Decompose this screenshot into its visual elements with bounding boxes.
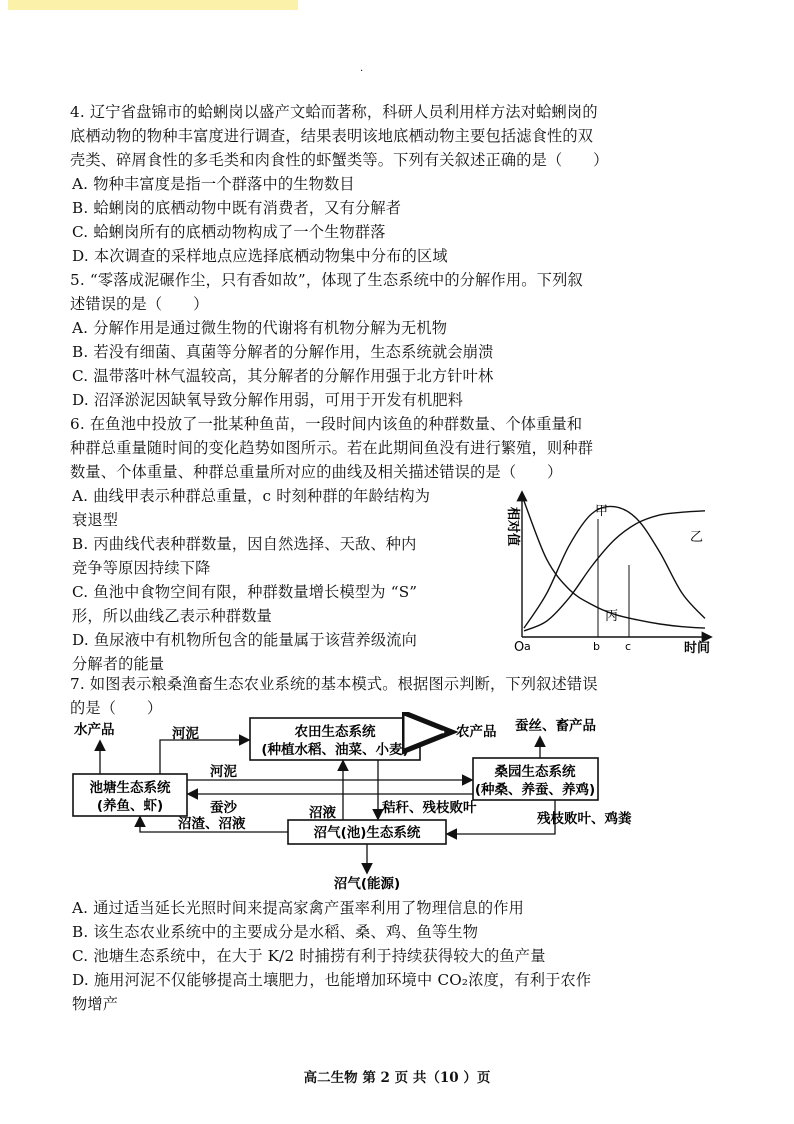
q7-option-b: B. 该生态农业系统中的主要成分是水稻、桑、鸡、鱼等生物 xyxy=(72,923,479,941)
q4-option-c: C. 蛤蜊岗所有的底栖动物构成了一个生物群落 xyxy=(72,223,386,241)
q5-option-b: B. 若没有细菌、真菌等分解者的分解作用，生态系统就会崩溃 xyxy=(72,343,494,361)
mud-label-1: 河泥 xyxy=(172,726,199,742)
q6-option-b-line1: B. 丙曲线代表种群数量，因自然选择、天敌、种内 xyxy=(72,535,417,553)
x-axis-label: 时间 xyxy=(684,641,711,656)
q7-option-c: C. 池塘生态系统中，在大于 K/2 时捕捞有利于持续获得较大的鱼产量 xyxy=(72,947,546,965)
q6-stem-line3: 数量、个体重量、种群总重量所对应的曲线及相关描述错误的是（ ） xyxy=(70,463,563,481)
farm-box-subtitle: (种植水稻、油菜、小麦) xyxy=(261,742,409,758)
tick-label-c: c xyxy=(625,640,632,653)
silk-products-label: 蚕丝、畜产品 xyxy=(515,718,596,734)
biogas-energy-label: 沼气(能源) xyxy=(333,876,401,892)
farm-box-title: 农田生态系统 xyxy=(294,724,376,740)
pond-box-subtitle: (养鱼、虾) xyxy=(96,798,164,814)
tick-label-b: b xyxy=(593,640,600,653)
series-label-yi: 乙 xyxy=(690,530,704,545)
aquatic-products-label: 水产品 xyxy=(74,722,115,738)
series-label-jia: 甲 xyxy=(595,504,609,519)
q7-stem-line1: 7. 如图表示粮桑渔畜生态农业系统的基本模式。根据图示判断，下列叙述错误 xyxy=(70,675,598,693)
q4-stem-line3: 壳类、碎屑食性的多毛类和肉食性的虾蟹类等。下列有关叙述正确的是（ ） xyxy=(70,151,609,169)
residue-label: 沼渣、沼液 xyxy=(178,816,246,832)
mulberry-box-title: 桑园生态系统 xyxy=(494,764,576,780)
mulberry-box-subtitle: (种桑、养蚕、养鸡) xyxy=(474,782,596,798)
series-label-bing: 丙 xyxy=(605,609,619,624)
pond-box-title: 池塘生态系统 xyxy=(89,780,171,796)
biogas-box-title: 沼气(池)生态系统 xyxy=(313,825,421,841)
q7-ecosystem-diagram xyxy=(60,712,700,897)
q5-option-c: C. 温带落叶林气温较高，其分解者的分解作用强于北方针叶林 xyxy=(72,367,494,385)
q7-option-d-line1: D. 施用河泥不仅能够提高土壤肥力，也能增加环境中 CO₂浓度，有利于农作 xyxy=(72,971,592,989)
q6-option-c-line2: 形，所以曲线乙表示种群数量 xyxy=(72,607,273,625)
q6-option-b-line2: 竞争等原因持续下降 xyxy=(72,559,211,577)
q4-stem-line1: 4. 辽宁省盘锦市的蛤蜊岗以盛产文蛤而著称，科研人员利用样方法对蛤蜊岗的 xyxy=(70,103,598,121)
straw-label: 秸秆、残枝败叶 xyxy=(382,800,477,816)
q6-stem-line1: 6. 在鱼池中投放了一批某种鱼苗，一段时间内该鱼的种群数量、个体重量和 xyxy=(70,415,583,433)
q6-option-d-line2: 分解者的能量 xyxy=(72,655,165,673)
q6-curve-chart xyxy=(500,485,730,660)
q6-option-c-line1: C. 鱼池中食物空间有限，种群数量增长模型为 “S” xyxy=(72,583,418,601)
q7-stem-line2: 的是（ ） xyxy=(70,699,163,717)
q4-option-d: D. 本次调查的采样地点应选择底栖动物集中分布的区域 xyxy=(72,247,448,265)
origin-label: O xyxy=(514,640,525,655)
leaves-manure-label: 残枝败叶、鸡粪 xyxy=(537,811,632,827)
q7-option-d-line2: 物增产 xyxy=(72,995,119,1013)
slurry-label: 沼液 xyxy=(309,805,336,821)
q4-option-a: A. 物种丰富度是指一个群落中的生物数目 xyxy=(72,175,355,193)
q7-option-a: A. 通过适当延长光照时间来提高家禽产蛋率利用了物理信息的作用 xyxy=(72,899,525,917)
tick-label-a: a xyxy=(524,640,531,653)
page-footer: 高二生物 第 2 页 共（10 ）页 xyxy=(303,1070,491,1086)
q6-option-d-line1: D. 鱼尿液中有机物所包含的能量属于该营养级流向 xyxy=(72,631,418,649)
q5-option-a: A. 分解作用是通过微生物的代谢将有机物分解为无机物 xyxy=(72,319,448,337)
mud-label-2: 河泥 xyxy=(210,764,237,780)
q6-option-a-line2: 衰退型 xyxy=(72,511,119,529)
q6-option-a-line1: A. 曲线甲表示种群总重量，c 时刻种群的年龄结构为 xyxy=(72,487,431,505)
q5-stem-line2: 述错误的是（ ） xyxy=(70,295,209,313)
silkworm-droppings-label: 蚕沙 xyxy=(210,800,237,816)
q5-option-d: D. 沼泽淤泥因缺氧导致分解作用弱，可用于开发有机肥料 xyxy=(72,391,464,409)
scan-dot: · xyxy=(360,66,364,77)
q6-stem-line2: 种群总重量随时间的变化趋势如图所示。若在此期间鱼没有进行繁殖，则种群 xyxy=(70,439,594,457)
q5-stem-line1: 5. “零落成泥碾作尘，只有香如故”，体现了生态系统中的分解作用。下列叙 xyxy=(70,271,583,289)
y-axis-label: 相对值 xyxy=(505,507,520,547)
scan-highlight xyxy=(8,0,298,10)
q4-stem-line2: 底栖动物的物种丰富度进行调查，结果表明该地底栖动物主要包括滤食性的双 xyxy=(70,127,594,145)
q4-option-b: B. 蛤蜊岗的底栖动物中既有消费者，又有分解者 xyxy=(72,199,402,217)
agri-products-label: 农产品 xyxy=(456,724,497,740)
